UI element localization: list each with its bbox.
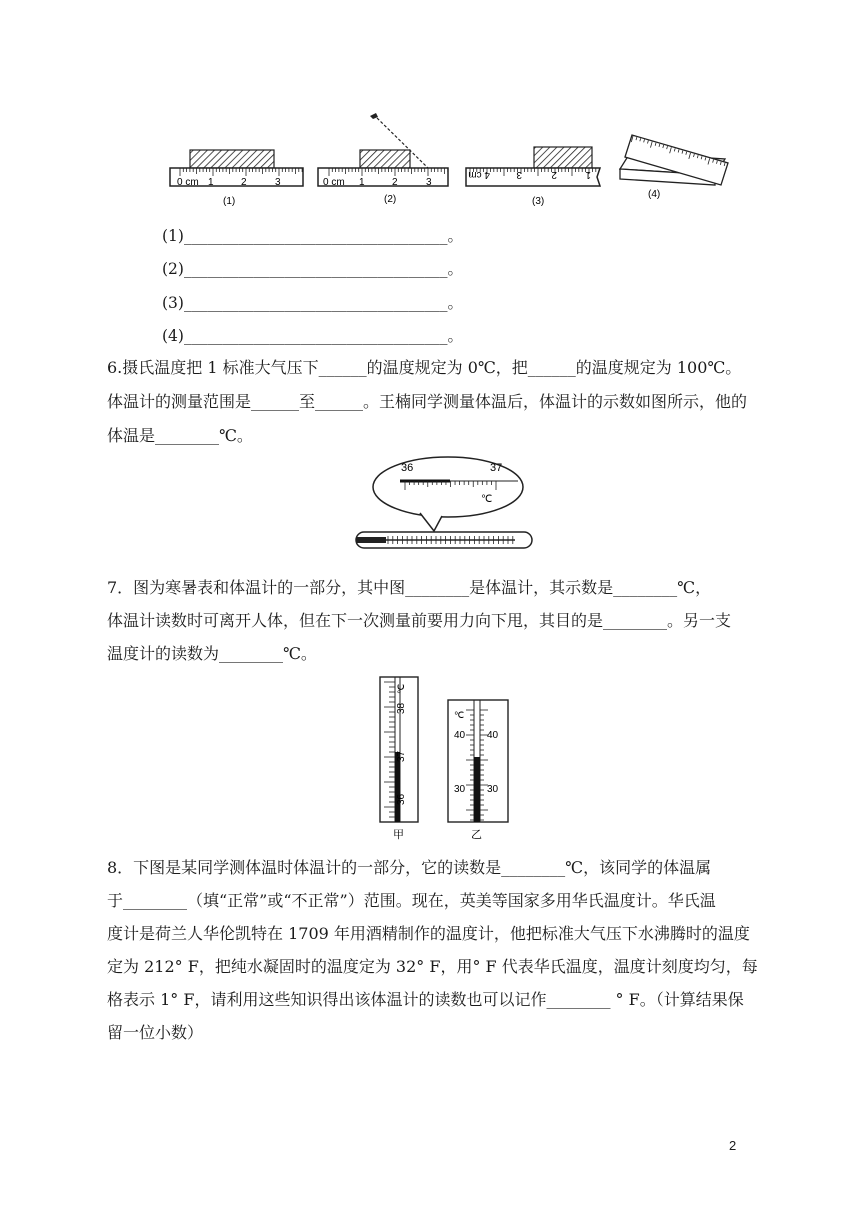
caption-1: (1)	[223, 196, 236, 207]
jia-caption: 甲	[393, 829, 404, 841]
ruler-2-label-1: 1	[359, 177, 365, 188]
q8-line-1: 8．下图是某同学测体温时体温计的一部分，它的读数是________℃，该同学的体温属	[107, 858, 712, 877]
thermometer-yi	[448, 700, 508, 841]
ruler-1-label-3: 3	[275, 177, 281, 188]
yi-unit: ℃	[454, 710, 465, 720]
jia-label-38: 38	[396, 702, 407, 714]
ruler-1-label-1: 1	[208, 177, 214, 188]
q8-line-6: 留一位小数）	[107, 1023, 204, 1042]
answer-line-3: (3)__________________________________。	[162, 294, 463, 312]
ruler-3-label-1: 3	[516, 169, 522, 180]
eye-icon	[370, 113, 378, 119]
ruler-2	[318, 113, 448, 205]
q7-line-1: 7．图为寒暑表和体温计的一部分，其中图________是体温计，其示数是________℃，	[107, 578, 712, 597]
yi-label-40-right: 40	[487, 730, 499, 741]
yi-caption: 乙	[471, 829, 482, 841]
ruler-4	[620, 135, 728, 200]
yi-label-30-left: 30	[454, 784, 466, 795]
q6-line-3: 体温是________℃。	[107, 426, 253, 445]
ruler-1-label-0: 0 cm	[177, 177, 199, 188]
thermo6-label-36: 36	[401, 462, 414, 474]
q7-line-3: 温度计的读数为________℃。	[107, 644, 317, 663]
caption-4: (4)	[648, 189, 661, 200]
caption-3: (3)	[532, 196, 545, 207]
q8-line-3: 度计是荷兰人华伦凯特在 1709 年用酒精制作的温度计，他把标准大气压下水沸腾时的温度	[107, 924, 750, 943]
ruler-3-label-2: 2	[551, 169, 557, 180]
yi-label-30-right: 30	[487, 784, 499, 795]
thermometers-jia-yi	[370, 672, 520, 847]
ruler-figure	[160, 105, 730, 215]
q7-line-2: 体温计读数时可离开人体，但在下一次测量前要用力向下甩，其目的是________。另一支	[107, 611, 732, 630]
q6-line-1: 6.摄氏温度把 1 标准大气压下______的温度规定为 0℃，把______的温度规定为 100℃。	[107, 358, 742, 377]
q8-line-5: 格表示 1° F，请利用这些知识得出该体温计的读数也可以记作________ ° F。（计算结果保	[107, 990, 744, 1009]
jia-unit: ℃	[396, 683, 406, 694]
clinical-thermometer-figure	[350, 455, 540, 555]
answer-line-4: (4)__________________________________。	[162, 327, 463, 345]
ruler-3-label-3: 1	[585, 169, 591, 180]
caption-2: (2)	[384, 194, 397, 205]
q8-line-2: 于________（填“正常”或“不正常”）范围。现在，英美等国家多用华氏温度计。华氏温	[107, 891, 716, 910]
ruler-1-label-2: 2	[241, 177, 247, 188]
thermometer-jia	[380, 677, 418, 841]
ruler-3	[466, 147, 600, 207]
answer-line-1: (1)__________________________________。	[162, 227, 463, 245]
jia-label-37: 37	[396, 750, 407, 762]
page-number: 2	[729, 1138, 737, 1153]
answer-line-2: (2)__________________________________。	[162, 260, 463, 278]
q8-line-4: 定为 212° F，把纯水凝固时的温度定为 32° F，用° F 代表华氏温度，温度计刻度均匀，每	[107, 957, 758, 976]
thermo6-label-37: 37	[490, 462, 503, 474]
ruler-1	[170, 150, 303, 207]
ruler-3-label-0: 4 cm	[468, 169, 490, 180]
jia-label-36: 36	[396, 793, 407, 805]
yi-label-40-left: 40	[454, 730, 466, 741]
q6-line-2: 体温计的测量范围是______至______。王楠同学测量体温后，体温计的示数如图所示，他的	[107, 392, 748, 411]
ruler-2-label-2: 2	[392, 177, 398, 188]
thermo6-unit: ℃	[481, 494, 493, 505]
ruler-2-label-0: 0 cm	[323, 177, 345, 188]
ruler-2-label-3: 3	[426, 177, 432, 188]
